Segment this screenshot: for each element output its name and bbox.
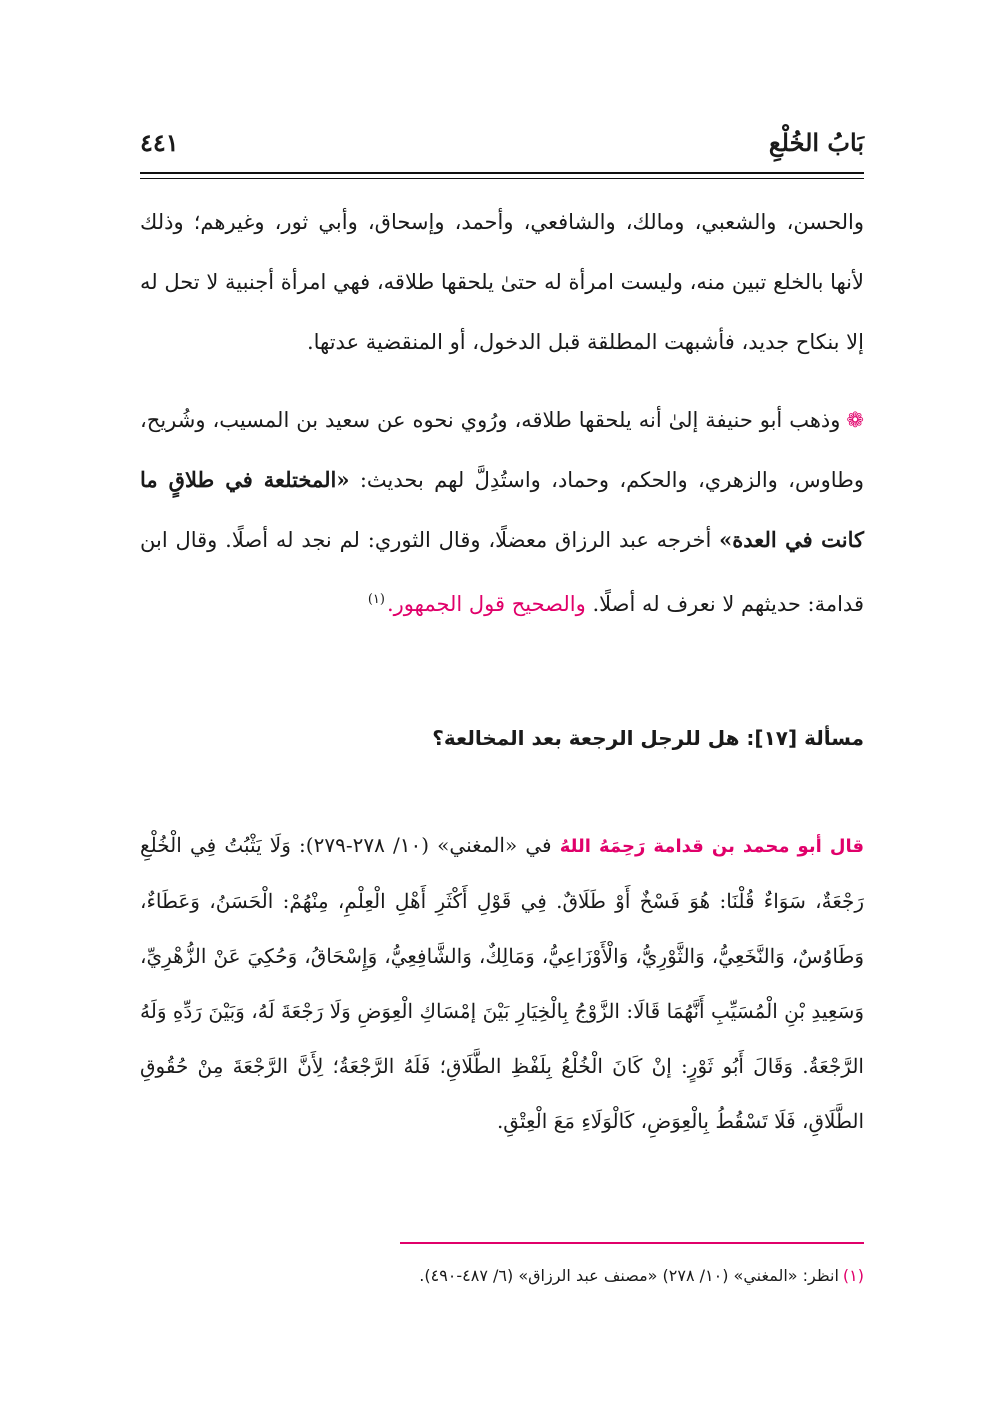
paragraph-2-text-cont: أخرجه عبد الرزاق معضلًا، وقال الثوري: لم نجد له أصلًا. وقال ابن قدامة: حديثهم لا نعرف له أصلًا. [140, 528, 864, 616]
quote-speaker: قال أبو محمد بن قدامة رَحِمَهُ اللهُ [559, 836, 864, 857]
footnote-text: انظر: «المغني» (١٠/ ٢٧٨) «مصنف عبد الرزاق» (٦/ ٤٨٧-٤٩٠). [419, 1266, 839, 1285]
paragraph-1: والحسن، والشعبي، ومالك، والشافعي، وأحمد، وإسحاق، وأبي ثور، وغيرهم؛ وذلك لأنها بالخلع تبين منه، وليست امرأة له حتىٰ يلحقها طلاقه، فهي امرأة أجنبية لا تحل له إلا بنكاح جديد، فأشبهت المطلقة قبل الدخول، أو المنقضية عدتها. [140, 210, 864, 354]
hadith-text: «المختلعة في طلاقٍ ما كانت في العدة» [140, 467, 864, 552]
quote-source: في «المغني» (١٠/ ٢٧٨-٢٧٩): [290, 833, 560, 857]
quoted-text-block [140, 818, 864, 1149]
paragraph-2 [140, 390, 864, 634]
page-number: ٤٤١ [140, 128, 179, 157]
footnote [140, 1266, 864, 1285]
quote-paragraph [140, 818, 864, 1149]
quote-text: وَلَا يَثْبُتُ فِي الْخُلْعِ رَجْعَةٌ، سَوَاءٌ قُلْنَا: هُوَ فَسْخٌ أَوْ طَلَاقٌ. فِي قَوْلِ أَكْثَرِ أَهْلِ الْعِلْمِ، مِنْهُمْ: الْحَسَنُ، وَعَطَاءٌ، وَطَاوُسٌ، وَالنَّخَعِيُّ، وَالثَّوْرِيُّ، وَالْأَوْزَاعِيُّ، وَمَالِكٌ، وَالشَّافِعِيُّ، وَإِسْحَاقُ، وَحُكِيَ عَنْ الزُّهْرِيِّ، وَسَعِيدِ بْنِ الْمُسَيِّبِ أَنَّهُمَا قَالَا: الزَّوْجُ بِالْخِيَارِ بَيْنَ إمْسَاكِ الْعِوَضِ وَلَا رَجْعَةَ لَهُ، وَبَيْنَ رَدِّهِ وَلَهُ الرَّجْعَةُ. وَقَالَ أَبُو ثَوْرٍ: إنْ كَانَ الْخُلْعُ بِلَفْظِ الطَّلَاقِ؛ فَلَهُ الرَّجْعَةُ؛ لِأَنَّ الرَّجْعَةَ مِنْ حُقُوقِ الطَّلَاقِ، فَلَا تَسْقُطُ بِالْعِوَضِ، كَالْوَلَاءِ مَعَ الْعِتْقِ. [140, 833, 864, 1133]
page-header [140, 128, 864, 176]
footnote-marker[interactable]: (١) [367, 592, 385, 607]
issue-heading: مسألة [١٧]: هل للرجل الرجعة بعد المخالعة؟ [432, 726, 864, 750]
chapter-title: بَابُ الخُلْعِ [768, 128, 864, 157]
footnote-divider [400, 1242, 864, 1244]
conclusion-text: والصحيح قول الجمهور. [386, 592, 586, 616]
paragraph-2-text: وذهب أبو حنيفة إلىٰ أنه يلحقها طلاقه، ورُوي نحوه عن سعيد بن المسيب، وشُريح، وطاوس، والزهري، والحكم، وحماد، واستُدِلَّ لهم بحديث: [140, 408, 864, 492]
main-text [140, 192, 864, 634]
footnote-number: (١) [842, 1266, 864, 1285]
header-rule-thick [140, 172, 864, 174]
header-rule-thin [140, 178, 864, 179]
flower-ornament-icon: ❁ [846, 408, 864, 432]
